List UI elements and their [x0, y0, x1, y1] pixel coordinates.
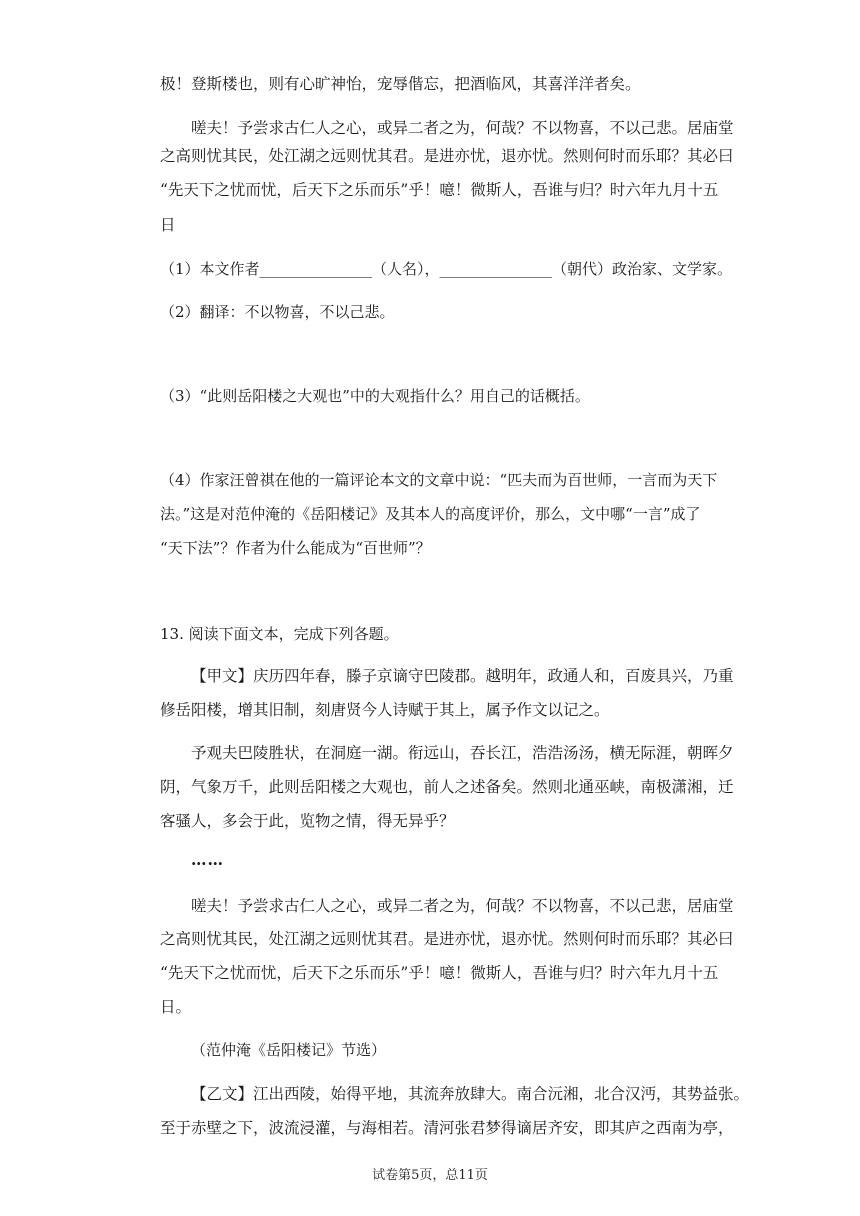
yi-text-line: 至于赤壁之下，波流浸灌，与海相若。清河张君梦得谪居齐安，即其庐之西南为亭， — [160, 1119, 734, 1137]
passage-line: 嗟夫！予尝求古仁人之心，或异二者之为，何哉？不以物喜，不以己悲。居庙堂 — [191, 119, 734, 137]
jia-text-line: 嗟夫！予尝求古仁人之心，或异二者之为，何哉？不以物喜，不以己悲，居庙堂 — [191, 897, 734, 915]
jia-text-line: 客骚人，多会于此，览物之情，得无异乎？ — [160, 812, 455, 830]
jia-text-line: “先天下之忧而忧，后天下之乐而乐”乎！噫！微斯人，吾谁与归？时六年九月十五 — [160, 964, 719, 982]
question-2: （2）翻译：不以物喜，不以己悲。 — [160, 303, 395, 321]
item-13-heading: 13. 阅读下面文本，完成下列各题。 — [160, 625, 399, 643]
jia-text-line: 日。 — [160, 998, 192, 1016]
yi-text-line: 【乙文】江出西陵，始得平地，其流奔放肆大。南合沅湘，北合汉沔，其势益张。 — [191, 1085, 750, 1103]
ellipsis: …… — [191, 850, 224, 869]
question-4-line: “天下法”？作者为什么能成为“百世师”？ — [160, 539, 431, 557]
jia-text-line: 修岳阳楼，增其旧制，刻唐贤今人诗赋于其上，属予作文以记之。 — [160, 701, 610, 719]
passage-line: 之高则忧其民，处江湖之远则忧其君。是进亦忧，退亦忧。然则何时而乐耶？其必曰 — [160, 147, 734, 165]
source-citation: （范仲淹《岳阳楼记》节选） — [191, 1041, 387, 1059]
passage-line: 极！登斯楼也，则有心旷神怡，宠辱偕忘，把酒临风，其喜洋洋者矣。 — [160, 75, 641, 93]
jia-text-line: 予观夫巴陵胜状，在洞庭一湖。衔远山，吞长江，浩浩汤汤，横无际涯，朝晖夕 — [191, 744, 734, 762]
jia-text-line: 阴，气象万千，此则岳阳楼之大观也，前人之述备矣。然则北通巫峡，南极潇湘，迁 — [160, 778, 734, 796]
page-footer: 试卷第5页，总11页 — [372, 1168, 488, 1183]
question-1: （1）本文作者_______________（人名），_______________（朝代）政治家、文学家。 — [160, 260, 733, 278]
jia-text-line: 【甲文】庆历四年春，滕子京谪守巴陵郡。越明年，政通人和，百废具兴，乃重 — [191, 667, 734, 685]
question-4-line: 法。”这是对范仲淹的《岳阳楼记》及其本人的高度评价，那么，文中哪“一言”成了 — [160, 505, 701, 523]
question-3: （3）“此则岳阳楼之大观也”中的大观指什么？用自己的话概括。 — [160, 387, 590, 405]
question-4-line: （4）作家汪曾祺在他的一篇评论本文的文章中说：“匹夫而为百世师，一言而为天下 — [160, 471, 718, 489]
passage-line: “先天下之忧而忧，后天下之乐而乐”乎！噫！微斯人，吾谁与归？时六年九月十五 — [160, 181, 719, 199]
passage-line: 日 — [160, 216, 176, 234]
jia-text-line: 之高则忧其民，处江湖之远则忧其君。是进亦忧，退亦忧。然则何时而乐耶？其必曰 — [160, 930, 734, 948]
